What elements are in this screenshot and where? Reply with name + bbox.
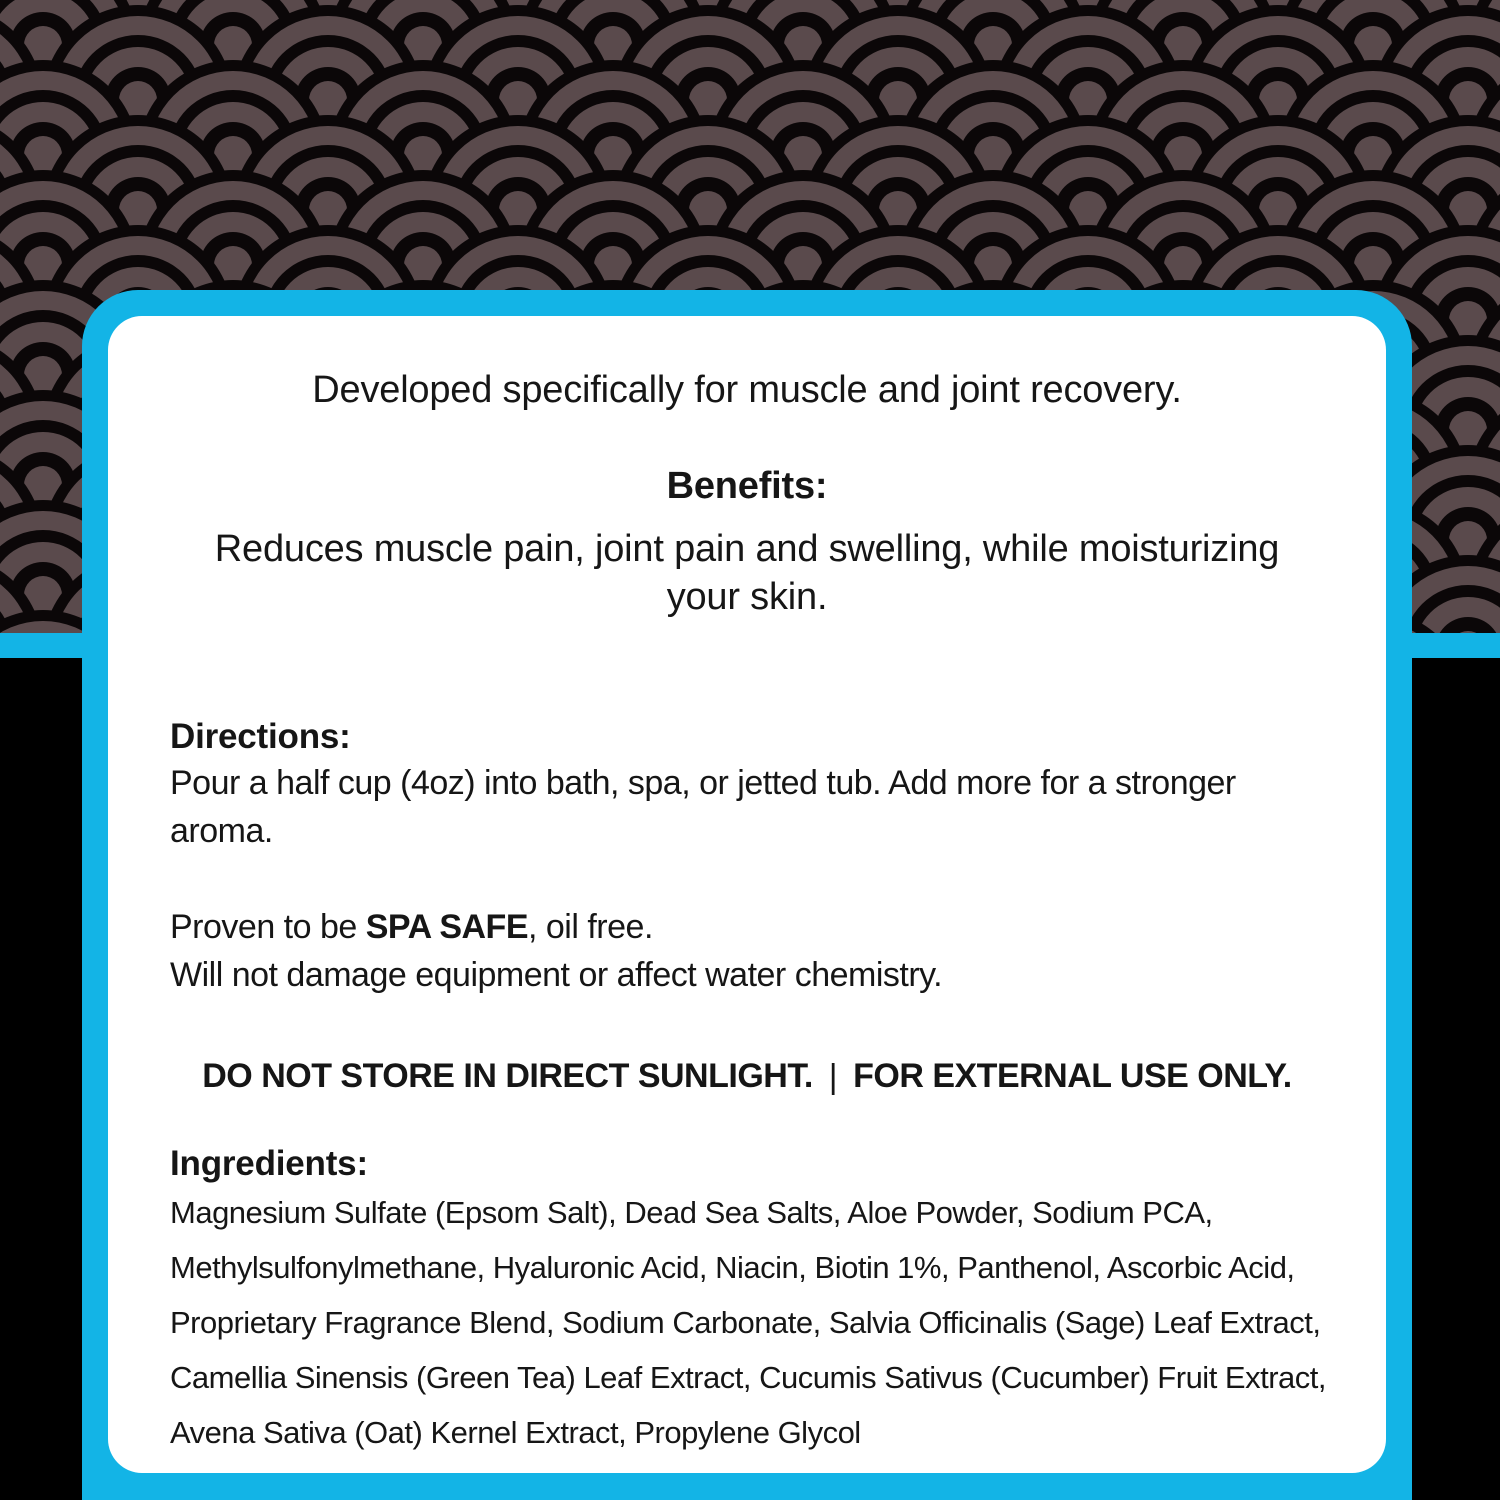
- warning-text: [108, 1056, 1386, 1096]
- info-card: [82, 290, 1412, 1500]
- intro-text: Developed specifically for muscle and joint recovery.: [312, 369, 1182, 411]
- spa-line2: Will not damage equipment or affect water chemistry.: [170, 956, 943, 994]
- warning-left: DO NOT STORE IN DIRECT SUNLIGHT.: [202, 1057, 813, 1095]
- directions-heading: Directions:: [170, 717, 351, 756]
- spa-bold: SPA SAFE: [365, 908, 528, 946]
- info-card-inner: [108, 316, 1386, 1473]
- spa-safe-text: [170, 903, 1330, 999]
- spa-prefix: Proven to be: [170, 908, 366, 946]
- directions-text: Pour a half cup (4oz) into bath, spa, or jetted tub. Add more for a stronger aroma.: [170, 764, 1236, 850]
- ingredients-heading: Ingredients:: [170, 1144, 368, 1183]
- warning-right: FOR EXTERNAL USE ONLY.: [853, 1057, 1292, 1095]
- ingredients-text: Magnesium Sulfate (Epsom Salt), Dead Sea Salts, Aloe Powder, Sodium PCA, Methylsulfonylmethane, Hyaluronic Acid, Niacin, Biotin 1%, Panthenol, Ascorbic Acid, Proprietary Fragrance Blend, Sodium Carbonate, Salvia Officinalis (Sage) Leaf Extract, Camellia Sinensis (Green Tea) Leaf Extract, Cucumis Sativus (Cucumber) Fruit Extract, Avena Sativa (Oat) Kernel Extract, Propylene Glycol: [170, 1195, 1326, 1450]
- warning-separator: |: [828, 1058, 838, 1096]
- benefits-heading: Benefits:: [666, 465, 828, 507]
- benefits-text: Reduces muscle pain, joint pain and swelling, while moisturizing your skin.: [214, 528, 1280, 618]
- spa-suffix: , oil free.: [528, 908, 653, 946]
